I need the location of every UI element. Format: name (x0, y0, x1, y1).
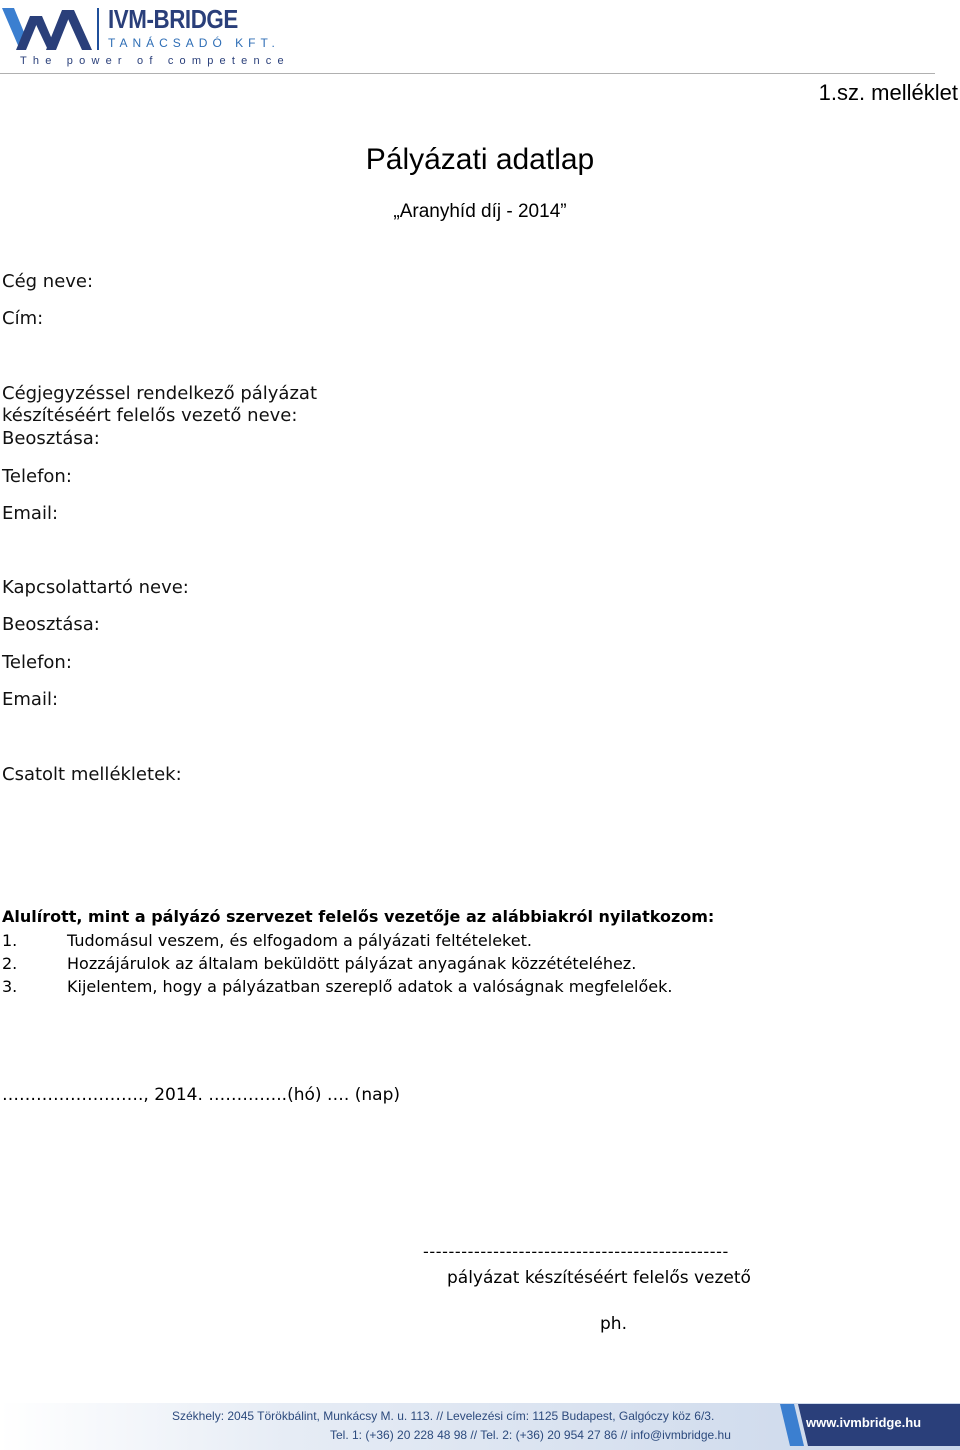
contact-phone-label: Telefon: (2, 652, 72, 673)
attachments-label: Csatolt mellékletek: (2, 764, 182, 785)
footer-address: Székhely: 2045 Törökbálint, Munkácsy M. u. 113. // Levelezési cím: 1125 Budapest, Galgóczy köz 6/3. (172, 1409, 715, 1423)
contact-position-label: Beosztása: (2, 614, 100, 635)
attachment-label: 1.sz. melléklet (818, 80, 958, 105)
declaration-item-text: Kijelentem, hogy a pályázatban szereplő adatok a valóságnak megfelelőek. (67, 977, 673, 996)
declaration-item-number: 3. (2, 977, 18, 996)
leader-name-label-line2: készítéséért felelős vezető neve: (2, 405, 298, 426)
header-divider (0, 73, 935, 74)
footer-contacts: Tel. 1: (+36) 20 228 48 98 // Tel. 2: (+36) 20 954 27 86 // info@ivmbridge.hu (330, 1428, 731, 1442)
company-name-label: Cég neve: (2, 271, 94, 292)
declaration-item-text: Tudomásul veszem, és elfogadom a pályázati feltételeket. (67, 931, 532, 950)
declaration-heading: Alulírott, mint a pályázó szervezet felelős vezetője az alábbiakról nyilatkozom: (2, 907, 715, 926)
company-logo-mark (2, 6, 94, 52)
company-name: IVM-BRIDGE (108, 4, 238, 34)
contact-email-label: Email: (2, 689, 59, 710)
leader-email-label: Email: (2, 503, 59, 524)
document-title: Pályázati adatlap (365, 143, 595, 176)
declaration-item-number: 1. (2, 931, 18, 950)
signature-line: ------------------------------------------------ (423, 1242, 729, 1261)
contact-name-label: Kapcsolattartó neve: (2, 577, 189, 598)
document-subtitle: „Aranyhíd díj - 2014” (393, 201, 567, 222)
declaration-item-text: Hozzájárulok az általam beküldött pályázat anyagának közzétételéhez. (67, 954, 637, 973)
footer-website-link[interactable]: www.ivmbridge.hu (806, 1415, 922, 1430)
declaration-item-number: 2. (2, 954, 18, 973)
leader-position-label: Beosztása: (2, 428, 100, 449)
logo-divider (97, 8, 99, 50)
seal-label: ph. (600, 1314, 627, 1334)
leader-phone-label: Telefon: (2, 466, 72, 487)
date-line: ……………………., 2014. …………..(hó) …. (nap) (2, 1085, 400, 1105)
address-label: Cím: (2, 308, 44, 329)
leader-name-label-line1: Cégjegyzéssel rendelkező pályázat (2, 383, 317, 404)
company-subtitle: TANÁCSADÓ KFT. (108, 36, 280, 50)
signature-caption: pályázat készítéséért felelős vezető (447, 1268, 751, 1288)
company-tagline: The power of competence (20, 55, 290, 67)
